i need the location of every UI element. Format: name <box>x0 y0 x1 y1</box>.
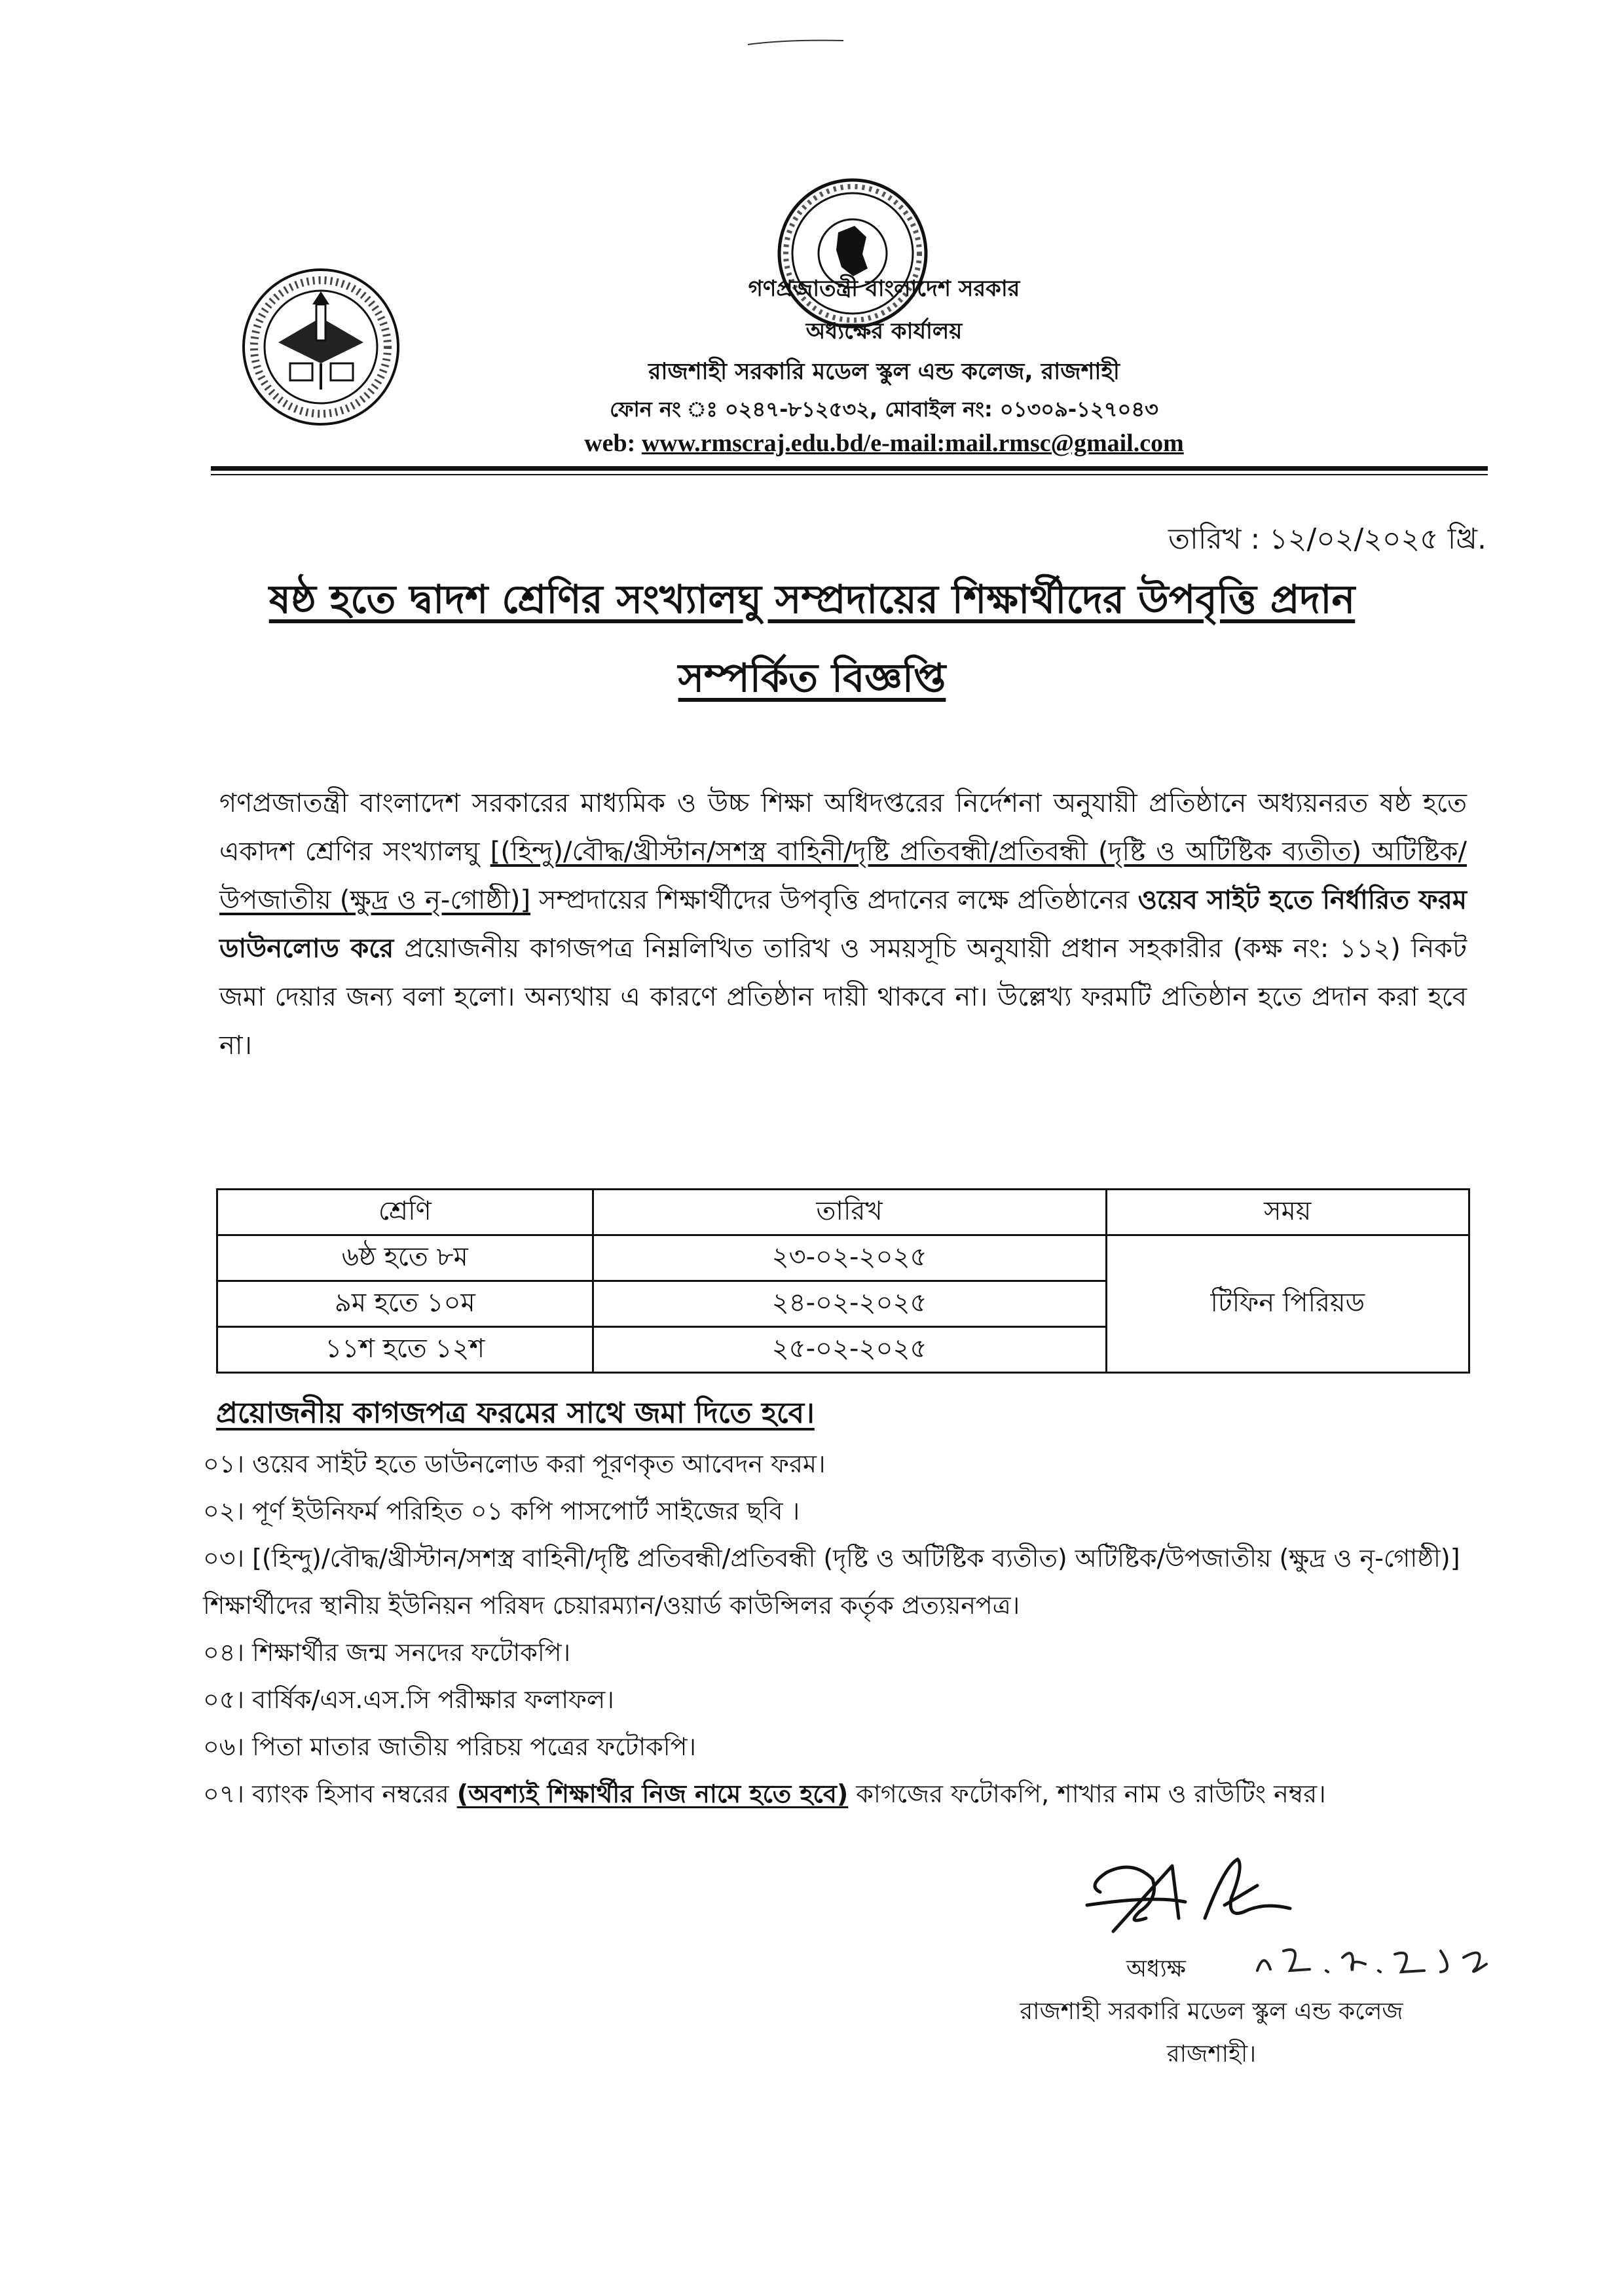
row-class: ৬ষ্ঠ হতে ৮ম <box>217 1235 593 1281</box>
notice-date: তারিখ : ১২/০২/২০২৫ খ্রি. <box>1168 522 1486 556</box>
list-item: ০২। পূর্ণ ইউনিফর্ম পরিহিত ০১ কপি পাসপোর্ট সাইজের ছবি । <box>203 1497 800 1525</box>
header-time: সময় <box>1106 1190 1469 1235</box>
handwritten-date <box>1238 1931 1519 1990</box>
header-divider-thin <box>211 474 1488 475</box>
list-item: ০৬। পিতা মাতার জাতীয় পরিচয় পত্রের ফটোকপি। <box>203 1732 696 1761</box>
schedule-table <box>216 1188 1470 1374</box>
signatory-institution: রাজশাহী সরকারি মডেল স্কুল এন্ড কলেজ <box>1020 1998 1403 2025</box>
header-office: অধ্যক্ষের কার্যালয় <box>805 318 963 344</box>
header-class: শ্রেণি <box>217 1190 593 1235</box>
header-divider-thick <box>211 466 1488 471</box>
notice-title-line1: ষষ্ঠ হতে দ্বাদশ শ্রেণির সংখ্যালঘু সম্প্রদায়ের শিক্ষার্থীদের উপবৃত্তি প্রদান <box>268 577 1356 623</box>
row-date: ২৫-০২-২০২৫ <box>593 1327 1106 1373</box>
row-class: ১১শ হতে ১২শ <box>217 1327 593 1373</box>
table-header-row <box>217 1190 1469 1235</box>
header-institution: রাজশাহী সরকারি মডেল স্কুল এন্ড কলেজ, রাজশাহী <box>648 359 1120 385</box>
list-item: ০৪। শিক্ষার্থীর জন্ম সনদের ফটোকপি। <box>203 1638 571 1667</box>
row-time: টিফিন পিরিয়ড <box>1106 1235 1469 1373</box>
list-item: ০৫। বার্ষিক/এস.এস.সি পরীক্ষার ফলাফল। <box>203 1685 614 1714</box>
web-email-link[interactable]: www.rmscraj.edu.bd/e-mail:mail.rmsc@gmail.com <box>641 429 1184 457</box>
row-date: ২৩-০২-২০২৫ <box>593 1235 1106 1281</box>
requirements-title: প্রয়োজনীয় কাগজপত্র ফরমের সাথে জমা দিতে হবে। <box>216 1396 815 1430</box>
list-item: ০৩। [(হিন্দু)/বৌদ্ধ/খ্রীস্টান/সশস্ত্র বাহিনী/দৃষ্টি প্রতিবন্ধী/প্রতিবন্ধী (দৃষ্টি ও অটিষ্টিক ব্যতীত) অটিষ্টিক/উপজাতীয় (ক্ষুদ্র ও নৃ-গোষ্ঠী)] শিক্ষার্থীদের স্থানীয় ইউনিয়ন পরিষদ চেয়ারম্যান/ওয়ার্ড কাউন্সিলর কর্তৃক প্রত্যয়নপত্র। <box>203 1544 1460 1620</box>
body-part2: সম্প্রদায়ের শিক্ষার্থীদের উপবৃত্তি প্রদানের লক্ষে প্রতিষ্ঠানের <box>530 885 1138 915</box>
body-eligible-groups: [(হিন্দু)/বৌদ্ধ/খ্রীস্টান/সশস্ত্র বাহিনী/দৃষ্টি প্রতিবন্ধী/প্রতিবন্ধী (দৃষ্টি ও অটিষ্টিক ব্যতীত) অটিষ্টিক/উপজাতীয় (ক্ষুদ্র ও নৃ-গোষ্ঠী)] <box>219 837 1467 915</box>
header-phone: ফোন নং ঃ ০২৪৭-৮১২৫৩২, মোবাইল নং: ০১৩০৯-১২৭০৪৩ <box>610 397 1158 422</box>
header-government: গণপ্রজাতন্ত্রী বাংলাদেশ সরকার <box>748 276 1020 302</box>
notice-body <box>219 779 1467 1070</box>
row-class: ৯ম হতে ১০ম <box>217 1281 593 1327</box>
row-date: ২৪-০২-২০২৫ <box>593 1281 1106 1327</box>
pen-mark <box>747 38 845 47</box>
body-part3: প্রয়োজনীয় কাগজপত্র নিম্নলিখিত তারিখ ও সময়সূচি অনুযায়ী প্রধান সহকারীর (কক্ষ নং: ১১২) নিকট জমা দেয়ার জন্য বলা হলো। অন্যথায় এ কারণে প্রতিষ্ঠান দায়ী থাকবে না। উল্লেখ্য ফরমটি প্রতিষ্ঠান হতে প্রদান করা হবে না। <box>219 934 1467 1061</box>
signatory-city: রাজশাহী। <box>1166 2041 1257 2068</box>
item7-emphasis: (অবশ্যই শিক্ষার্থীর নিজ নামে হতে হবে) <box>456 1779 849 1808</box>
signatory-title: অধ্যক্ষ <box>1126 1956 1186 1982</box>
requirements-list <box>203 1440 1480 1817</box>
table-row <box>217 1235 1469 1281</box>
list-item: ০১। ওয়েব সাইট হতে ডাউনলোড করা পূরণকৃত আবেদন ফরম। <box>203 1449 826 1478</box>
list-item <box>203 1770 1480 1817</box>
header-date: তারিখ <box>593 1190 1106 1235</box>
notice-title-line2: সম্পর্কিত বিজ্ঞপ্তি <box>678 655 946 701</box>
body-download-instruction: ওয়েব সাইট হতে নির্ধারিত ফরম ডাউনলোড করে <box>219 885 1467 964</box>
web-prefix: web: <box>584 429 642 457</box>
item7-suffix: কাগজের ফটোকপি, শাখার নাম ও রাউটিং নম্বর। <box>848 1779 1326 1808</box>
header-web <box>0 429 1624 458</box>
body-part1: গণপ্রজাতন্ত্রী বাংলাদেশ সরকারের মাধ্যমিক ও উচ্চ শিক্ষা অধিদপ্তরের নির্দেশনা অনুযায়ী প্রতিষ্ঠানে অধ্যয়নরত ষষ্ঠ হতে একাদশ শ্রেণির সংখ্যালঘু <box>219 788 1467 867</box>
item7-prefix: ০৭। ব্যাংক হিসাব নম্বরের <box>203 1779 457 1808</box>
